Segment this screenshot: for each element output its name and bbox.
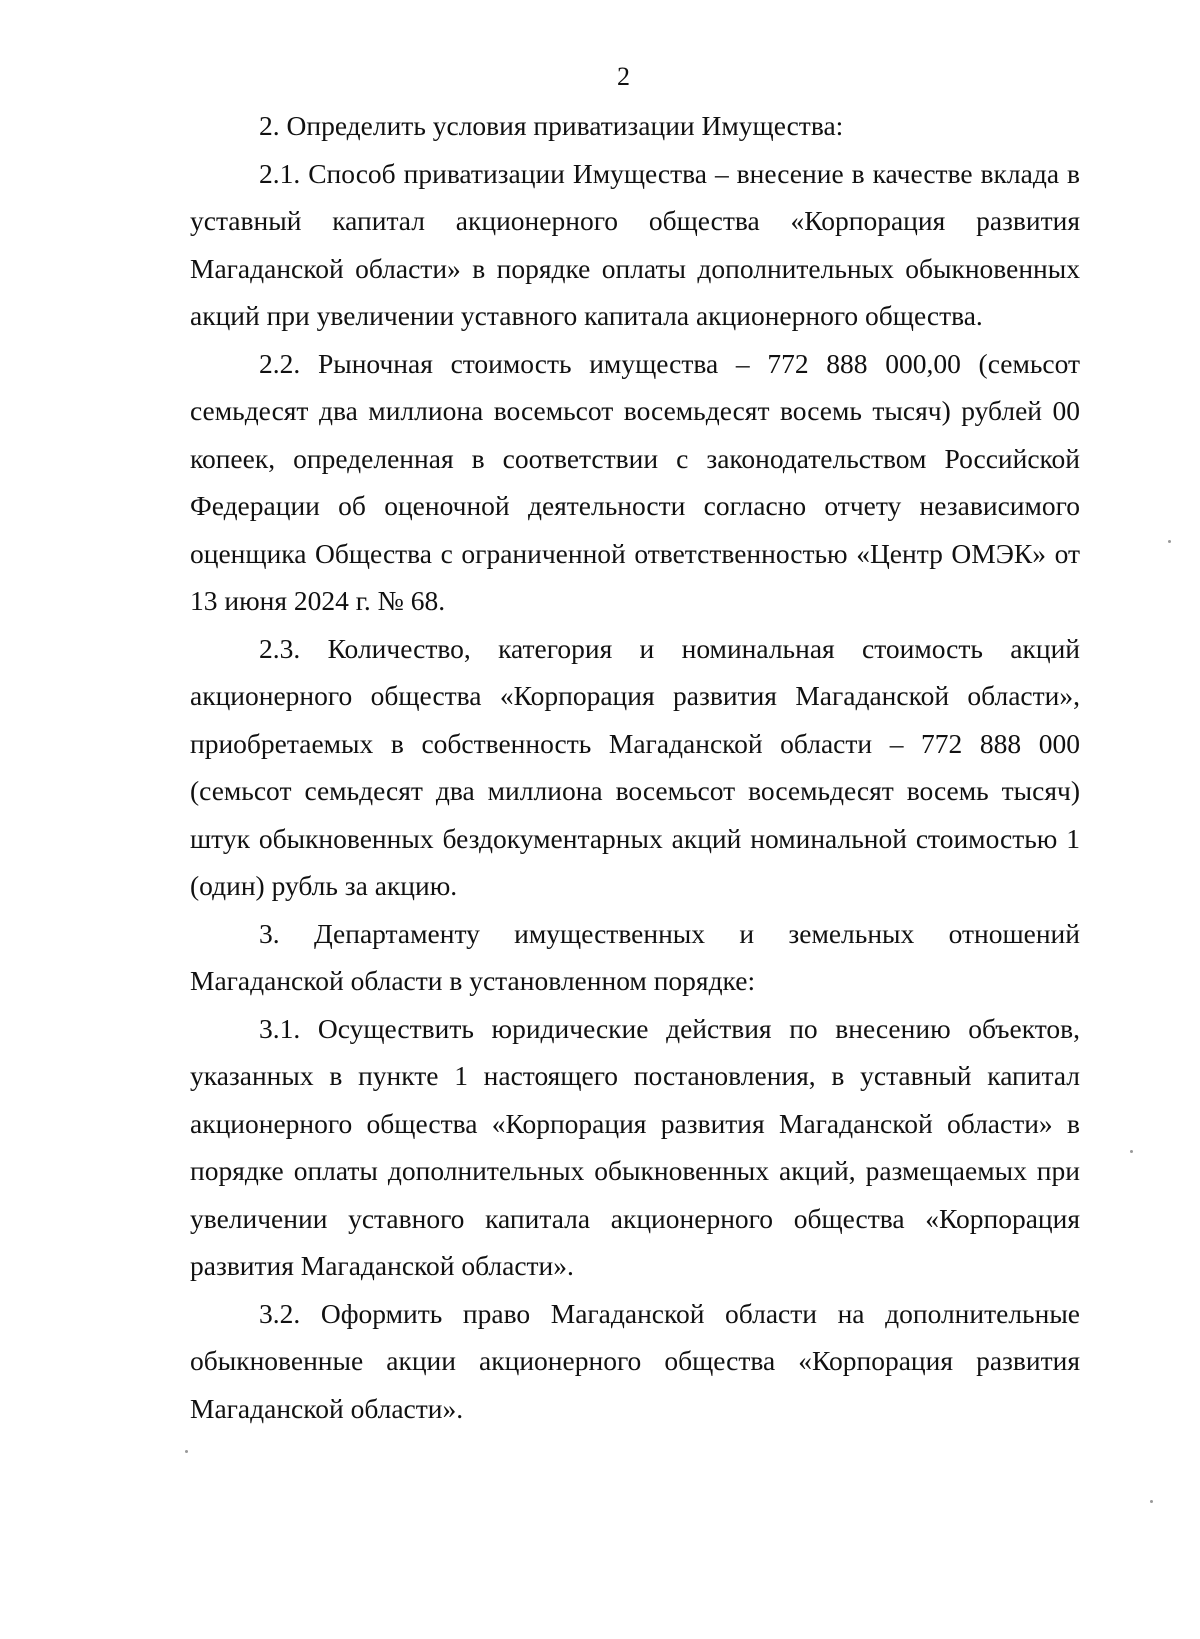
document-body xyxy=(190,102,1080,1432)
paragraph-3-1: 3.1. Осуществить юридические действия по внесению объектов, указанных в пункте 1 настоящего постановления, в уставный капитал акционерного общества «Корпорация развития Магаданской области» в порядке оплаты дополнительных обыкновенных акций, размещаемых при увеличении уставного капитала акционерного общества «Корпорация развития Магаданской области». xyxy=(190,1012,1080,1281)
paragraph-2-1: 2.1. Способ приватизации Имущества – внесение в качестве вклада в уставный капитал акционерного общества «Корпорация развития Магаданской области» в порядке оплаты дополнительных обыкновенных акций при увеличении уставного капитала акционерного общества. xyxy=(190,157,1080,331)
scan-speck xyxy=(1150,1500,1153,1503)
paragraph-2-3: 2.3. Количество, категория и номинальная стоимость акций акционерного общества «Корпорация развития Магаданской области», приобретаемых в собственность Магаданской области – 772 888 000 (семьсот семьдесят два миллиона восемьсот восемьдесят восемь тысяч) штук обыкновенных бездокументарных акций номинальной стоимостью 1 (один) рубль за акцию. xyxy=(190,632,1080,901)
scan-speck xyxy=(185,1450,188,1453)
scan-speck xyxy=(1130,1150,1133,1153)
scan-speck xyxy=(1168,540,1171,543)
page-number: 2 xyxy=(617,62,630,91)
paragraph-3-2: 3.2. Оформить право Магаданской области на дополнительные обыкновенные акции акционерного общества «Корпорация развития Магаданской области». xyxy=(190,1297,1080,1424)
paragraph-2-2: 2.2. Рыночная стоимость имущества – 772 888 000,00 (семьсот семьдесят два миллиона восемьсот восемьдесят восемь тысяч) рублей 00 копеек, определенная в соответствии с законодательством Российской Федерации об оценочной деятельности согласно отчету независимого оценщика Общества с ограниченной ответственностью «Центр ОМЭК» от 13 июня 2024 г. № 68. xyxy=(190,347,1080,616)
paragraph-2: 2. Определить условия приватизации Имущества: xyxy=(259,110,844,141)
paragraph-3: 3. Департаменту имущественных и земельных отношений Магаданской области в установленном порядке: xyxy=(190,917,1080,996)
